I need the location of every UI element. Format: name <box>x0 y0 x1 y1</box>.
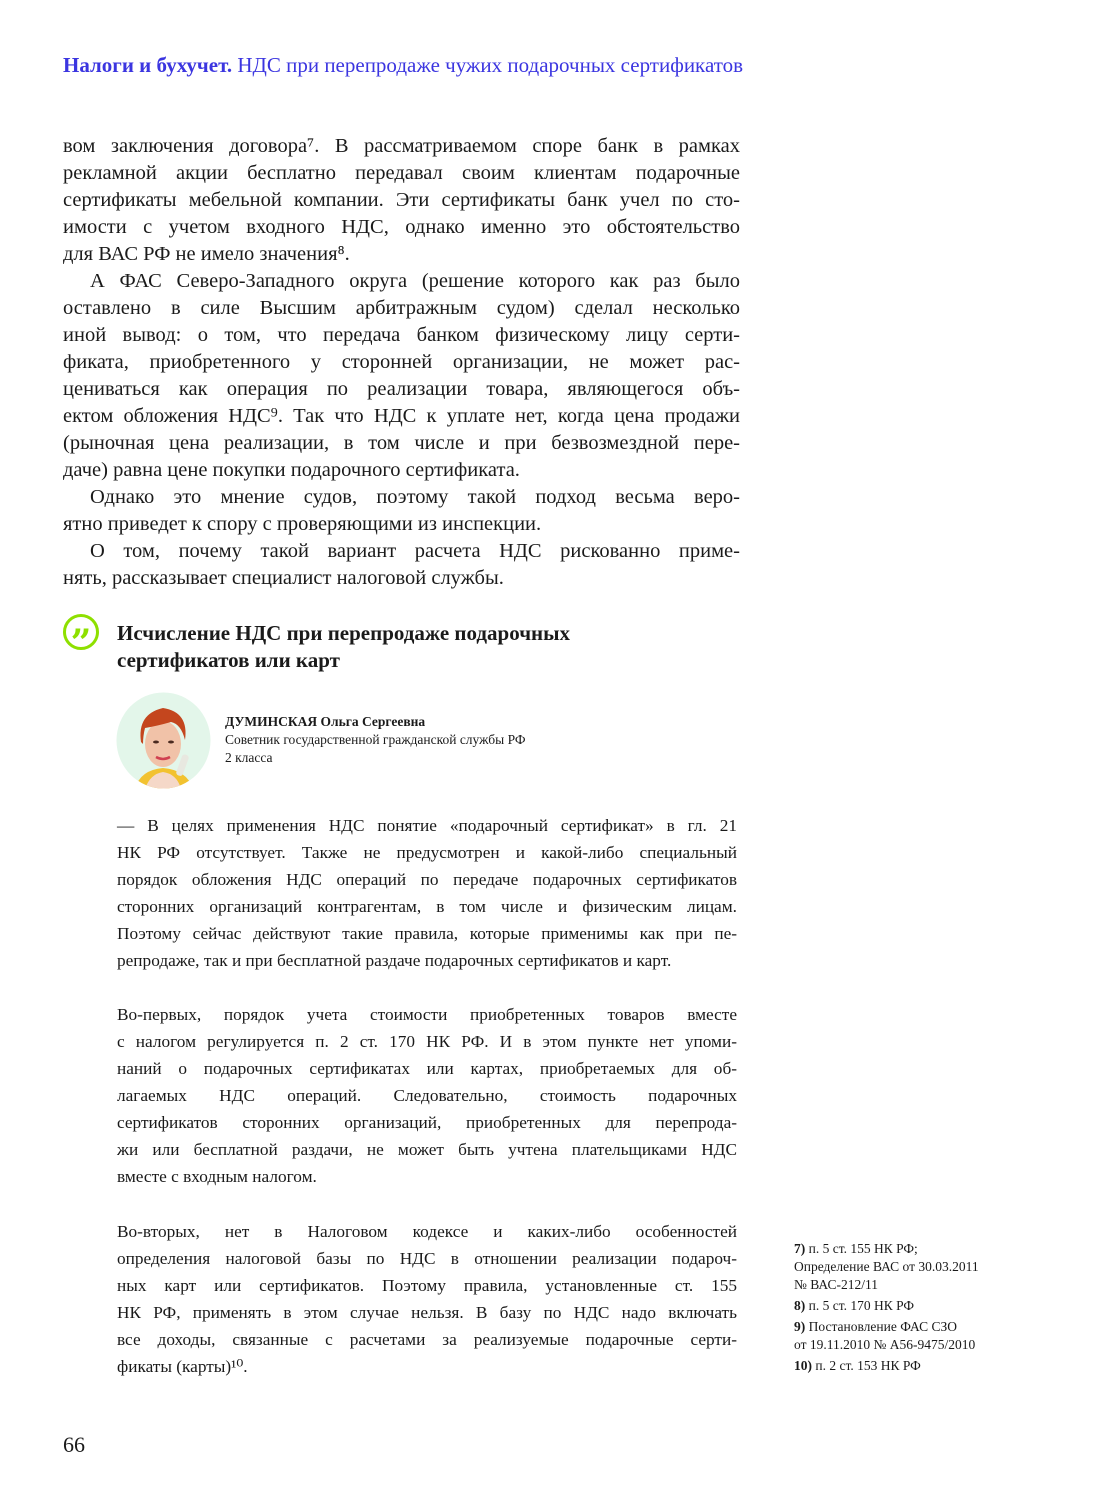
footnotes <box>794 1240 1024 1378</box>
footnote <box>794 1297 1024 1315</box>
footnote-number: 7) <box>794 1241 806 1256</box>
footnote-number: 10) <box>794 1358 812 1373</box>
quote-title-line: Исчисление НДС при перепродаже подарочных <box>117 621 571 645</box>
author-info <box>225 713 526 767</box>
footnote-text: Постановление ФАС СЗО <box>808 1319 958 1334</box>
footnote-line <box>794 1297 1024 1315</box>
header-title: НДС при перепродаже чужих подарочных сертификатов <box>237 53 744 77</box>
text-line: имости с учетом входного НДС, однако именно это обстоятельство <box>63 216 740 238</box>
text-line: иной вывод: о том, что передача банком физическому лицу серти- <box>63 324 740 346</box>
text-line: НК РФ, применять в этом случае нельзя. В базу по НДС надо включать <box>117 1303 737 1322</box>
footnote-line <box>794 1357 1024 1375</box>
text-line: О том, почему такой вариант расчета НДС рискованно приме- <box>90 540 740 562</box>
author-photo <box>115 692 212 789</box>
footnote-line <box>794 1240 1024 1258</box>
paragraph <box>63 133 740 268</box>
paragraph <box>63 484 740 538</box>
footnote-text: от 19.11.2010 № А56-9475/2010 <box>794 1337 976 1352</box>
footnote-line <box>794 1276 1024 1294</box>
text-line: (рыночная цена реализации, в том числе и при безвозмездной пере- <box>63 432 740 454</box>
footnote-text: Определение ВАС от 30.03.2011 <box>794 1259 979 1274</box>
paragraph <box>63 268 740 484</box>
paragraph <box>63 538 740 592</box>
footnote-text: п. 2 ст. 153 НК РФ <box>815 1358 921 1373</box>
text-line: Во-вторых, нет в Налоговом кодексе и каких-либо особенностей <box>117 1222 737 1241</box>
text-line: оставлено в силе Высшим арбитражным судом) сделал несколько <box>63 297 740 319</box>
text-line: репродаже, так и при бесплатной раздаче подарочных сертификатов и карт. <box>117 951 672 970</box>
text-line: ятно приведет к спору с проверяющими из инспекции. <box>63 513 542 535</box>
footnote-line <box>794 1258 1024 1276</box>
text-line: — В целях применения НДС понятие «подарочный сертификат» в гл. 21 <box>117 816 737 835</box>
quote-icon: ” <box>63 614 99 650</box>
footnote <box>794 1240 1024 1294</box>
text-line: ных карт или сертификатов. Поэтому правила, установленные ст. 155 <box>117 1276 737 1295</box>
footnote-line <box>794 1336 1024 1354</box>
author-class: 2 класса <box>225 750 273 765</box>
text-line: А ФАС Северо-Западного округа (решение которого как раз было <box>90 270 740 292</box>
text-line: для ВАС РФ не имело значения⁸. <box>63 243 350 265</box>
text-line: НК РФ отсутствует. Также не предусмотрен и какой-либо специальный <box>117 843 737 862</box>
text-line: порядок обложения НДС операций по передаче подарочных сертификатов <box>117 870 737 889</box>
text-line: сертификаты мебельной компании. Эти сертификаты банк учел по сто- <box>63 189 740 211</box>
text-line: вместе с входным налогом. <box>117 1167 317 1186</box>
text-line: Поэтому сейчас действуют такие правила, которые применимы как при пе- <box>117 924 737 943</box>
text-line: с налогом регулируется п. 2 ст. 170 НК РФ. И в этом пункте нет упоми- <box>117 1032 737 1051</box>
text-line: рекламной акции бесплатно передавал своим клиентам подарочные <box>63 162 740 184</box>
text-line: фиката, приобретенного у сторонней организации, не может рас- <box>63 351 740 373</box>
footnote <box>794 1318 1024 1354</box>
header-section: Налоги и бухучет. <box>63 53 233 77</box>
text-line: вом заключения договора⁷. В рассматриваемом споре банк в рамках <box>63 135 740 157</box>
paragraph <box>117 1218 737 1380</box>
text-line: цениваться как операция по реализации товара, являющегося объ- <box>63 378 740 400</box>
footnote-text: п. 5 ст. 155 НК РФ; <box>808 1241 918 1256</box>
footnote-text: № ВАС-212/11 <box>794 1277 878 1292</box>
text-line: сертификатов сторонних организаций, приобретенных для перепрода- <box>117 1113 737 1132</box>
text-line: жи или бесплатной раздачи, не может быть учтена плательщиками НДС <box>117 1140 737 1159</box>
quote-title-line: сертификатов или карт <box>117 648 340 672</box>
paragraph <box>117 812 737 974</box>
page-number: 66 <box>63 1432 85 1457</box>
text-line: лагаемых НДС операций. Следовательно, стоимость подарочных <box>117 1086 737 1105</box>
text-line: ектом обложения НДС⁹. Так что НДС к уплате нет, когда цена продажи <box>63 405 740 427</box>
footnote-number: 9) <box>794 1319 806 1334</box>
text-line: наний о подарочных сертификатах или картах, приобретаемых для об- <box>117 1059 737 1078</box>
footnote-text: п. 5 ст. 170 НК РФ <box>808 1298 915 1313</box>
author-position: Советник государственной гражданской службы РФ <box>225 732 526 747</box>
text-line: Во-первых, порядок учета стоимости приобретенных товаров вместе <box>117 1005 737 1024</box>
footnote <box>794 1357 1024 1375</box>
paragraph <box>117 1001 737 1190</box>
text-line: Однако это мнение судов, поэтому такой подход весьма веро- <box>90 486 740 508</box>
text-line: все доходы, связанные с расчетами за реализуемые подарочные серти- <box>117 1330 737 1349</box>
text-line: фикаты (карты)¹⁰. <box>117 1357 248 1376</box>
footnote-line <box>794 1318 1024 1336</box>
text-line: определения налоговой базы по НДС в отношении реализации подароч- <box>117 1249 737 1268</box>
footnote-number: 8) <box>794 1298 806 1313</box>
text-line: нять, рассказывает специалист налоговой службы. <box>63 567 504 589</box>
author-name: ДУМИНСКАЯ Ольга Сергеевна <box>225 714 426 729</box>
running-header <box>63 53 743 78</box>
text-line: сторонних организаций контрагентам, в том числе и физическим лицам. <box>117 897 737 916</box>
text-line: даче) равна цене покупки подарочного сертификата. <box>63 459 520 481</box>
quote-title <box>117 620 570 674</box>
